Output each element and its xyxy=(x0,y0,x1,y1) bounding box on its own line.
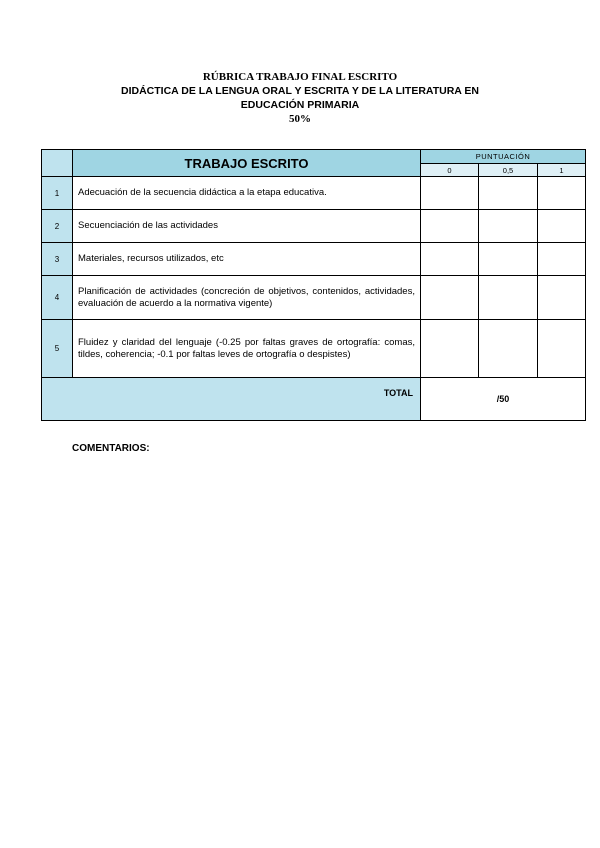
puntuacion-header: PUNTUACIÓN xyxy=(421,150,586,164)
total-value[interactable]: /50 xyxy=(421,378,586,421)
score-cell-0[interactable] xyxy=(421,210,479,243)
score-cell-1[interactable] xyxy=(538,210,586,243)
score-cell-05[interactable] xyxy=(479,243,538,276)
scale-05: 0,5 xyxy=(479,164,538,177)
number-header-cell xyxy=(42,150,73,177)
score-cell-05[interactable] xyxy=(479,276,538,320)
row-number: 2 xyxy=(42,210,73,243)
course-name-cont: EDUCACIÓN PRIMARIA xyxy=(240,99,360,111)
total-label: TOTAL xyxy=(42,378,421,421)
table-row xyxy=(42,177,586,210)
weight-percent: 50% xyxy=(289,113,311,125)
criterion-text: Planificación de actividades (concreción de objetivos, contenidos, actividades, evaluación de acuerdo a la normativa vigente) xyxy=(73,276,421,320)
criterion-text: Fluidez y claridad del lenguaje (-0.25 por faltas graves de ortografía: comas, tildes, coherencia; -0.1 por faltas leves de ortografía o despistes) xyxy=(73,320,421,378)
table-row xyxy=(42,276,586,320)
score-cell-1[interactable] xyxy=(538,320,586,378)
score-cell-0[interactable] xyxy=(421,320,479,378)
score-cell-0[interactable] xyxy=(421,276,479,320)
scale-0: 0 xyxy=(421,164,479,177)
table-row xyxy=(42,210,586,243)
score-cell-05[interactable] xyxy=(479,177,538,210)
score-cell-1[interactable] xyxy=(538,177,586,210)
total-row xyxy=(42,378,586,421)
course-name: DIDÁCTICA DE LA LENGUA ORAL Y ESCRITA Y DE LA LITERATURA EN xyxy=(121,85,479,97)
scale-1: 1 xyxy=(538,164,586,177)
score-cell-0[interactable] xyxy=(421,177,479,210)
criterion-text: Secuenciación de las actividades xyxy=(73,210,421,243)
criterion-text: Adecuación de la secuencia didáctica a la etapa educativa. xyxy=(73,177,421,210)
comments-label: COMENTARIOS: xyxy=(72,443,150,454)
table-title: TRABAJO ESCRITO xyxy=(73,150,421,177)
row-number: 1 xyxy=(42,177,73,210)
score-cell-05[interactable] xyxy=(479,320,538,378)
score-cell-05[interactable] xyxy=(479,210,538,243)
score-cell-1[interactable] xyxy=(538,243,586,276)
table-row xyxy=(42,320,586,378)
rubric-table xyxy=(41,149,586,421)
table-row xyxy=(42,243,586,276)
document-header xyxy=(0,70,600,126)
criterion-text: Materiales, recursos utilizados, etc xyxy=(73,243,421,276)
document-title: RÚBRICA TRABAJO FINAL ESCRITO xyxy=(202,71,398,83)
row-number: 5 xyxy=(42,320,73,378)
score-cell-0[interactable] xyxy=(421,243,479,276)
row-number: 3 xyxy=(42,243,73,276)
row-number: 4 xyxy=(42,276,73,320)
score-cell-1[interactable] xyxy=(538,276,586,320)
